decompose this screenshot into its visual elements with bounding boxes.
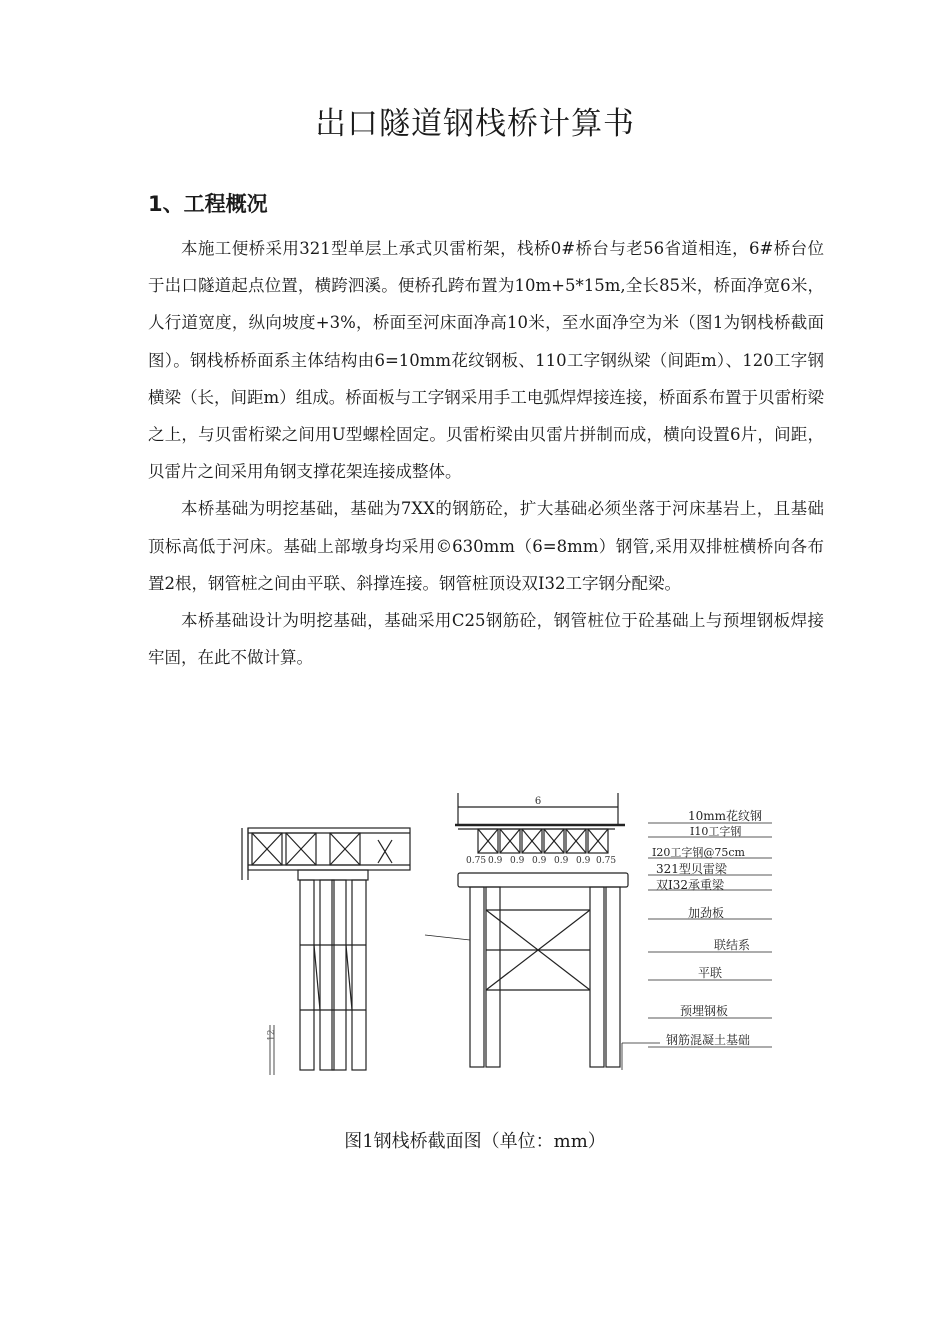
callout-label: 10mm花纹钢 <box>688 809 763 823</box>
body-text <box>148 230 824 676</box>
paragraph-3: 本桥基础设计为明挖基础，基础采用C25钢筋砼，钢管桩位于砼基础上与预埋钢板焊接牢固，在此不做计算。 <box>148 611 824 668</box>
figure-caption: 图1钢栈桥截面图（单位：mm） <box>344 1131 606 1152</box>
callout-label: 预埋钢板 <box>680 1004 729 1018</box>
paragraph-1: 本施工便桥采用321型单层上承式贝雷桁架，栈桥0#桥台与老56省道相连，6#桥台位于岀口隧道起点位置，横跨泗溪。便桥孔跨布置为10m+5*15m,全长85米，桥面净宽6米，人行道宽度，纵向坡度+3%，桥面至河床面净高10米，至水面净空为米（图1为钢栈桥截面图）。钢栈桥桥面系主体结构由6=10mm花纹钢板、110工字钢纵梁（间距m）、120工字钢横梁（长，间距m）组成。桥面板与工字钢采用手工电弧焊焊接连接，桥面系布置于贝雷桁梁之上，与贝雷桁梁之间用U型螺栓固定。贝雷桁梁由贝雷片拼制而成，横向设置6片，间距，贝雷片之间采用角钢支撑花架连接成整体。 <box>148 239 824 482</box>
callout-labels <box>652 809 762 1047</box>
callout-label: 加劲板 <box>688 906 725 920</box>
section-heading: 1、工程概况 <box>148 192 268 216</box>
spacing-label: 0.9 <box>576 856 591 866</box>
bridge-section-drawing <box>230 785 790 1080</box>
callout-label: 平联 <box>698 966 723 980</box>
document-title: 岀口隧道钢栈桥计算书 <box>315 106 635 142</box>
spacing-label: 0.75 <box>596 856 617 866</box>
spacing-label: 0.9 <box>488 856 503 866</box>
bridge-section-figure <box>230 785 790 1080</box>
spacing-label: 0.9 <box>510 856 525 866</box>
spacing-label: 0.75 <box>466 856 487 866</box>
spacing-labels <box>466 856 616 866</box>
cross-section-view <box>425 793 660 1070</box>
callout-label: 联结系 <box>714 938 751 952</box>
callout-label: 钢筋混凝土基础 <box>666 1033 751 1047</box>
paragraph-2: 本桥基础为明挖基础，基础为7XX的钢筋砼，扩大基础必须坐落于河床基岩上，且基础顶标高低于河床。基础上部墩身均采用©630mm（6=8mm）钢管,采用双排桩横桥向各布置2根，钢管桩之间由平联、斜撑连接。钢管桩顶设双I32工字钢分配梁。 <box>148 499 824 593</box>
callout-label: 321型贝雷梁 <box>656 862 727 876</box>
dimension-label: 6 <box>534 796 542 807</box>
callout-label: I10工字钢 <box>690 825 742 838</box>
callout-label: I20工字钢@75cm <box>652 846 745 859</box>
spacing-label: 0.9 <box>532 856 547 866</box>
callout-label: 双I32承重梁 <box>656 878 725 892</box>
spacing-label: 0.9 <box>554 856 569 866</box>
side-mark: 12 <box>267 1029 277 1041</box>
